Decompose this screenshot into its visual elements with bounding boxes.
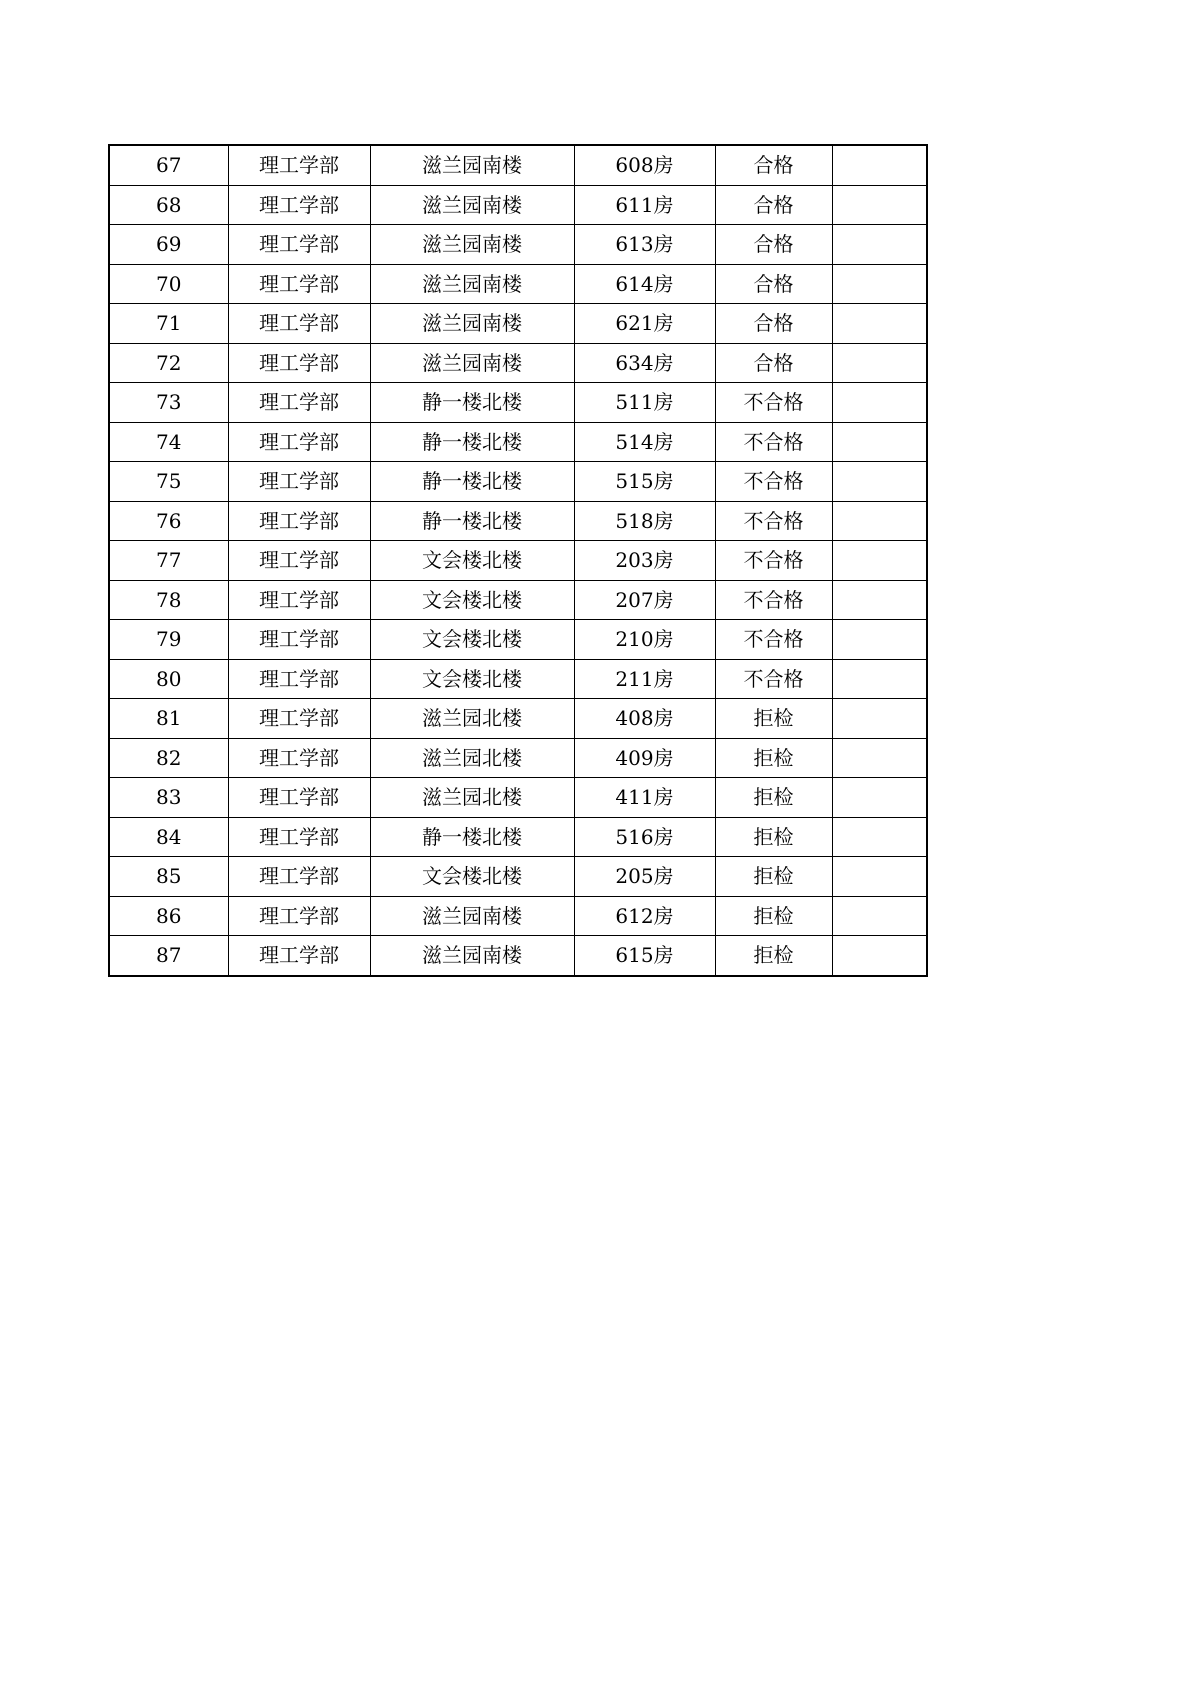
note-cell <box>832 541 927 581</box>
row-number-cell: 68 <box>109 185 228 225</box>
department-cell: 理工学部 <box>228 778 370 818</box>
department-cell: 理工学部 <box>228 541 370 581</box>
row-number-cell: 80 <box>109 659 228 699</box>
table-row <box>109 422 927 462</box>
result-cell: 合格 <box>715 264 832 304</box>
table-row <box>109 264 927 304</box>
building-cell: 静一楼北楼 <box>370 422 574 462</box>
room-cell: 514房 <box>574 422 715 462</box>
table-row <box>109 936 927 976</box>
table-row <box>109 659 927 699</box>
result-cell: 合格 <box>715 145 832 185</box>
note-cell <box>832 264 927 304</box>
room-cell: 612房 <box>574 896 715 936</box>
note-cell <box>832 738 927 778</box>
building-cell: 滋兰园南楼 <box>370 343 574 383</box>
result-cell: 不合格 <box>715 580 832 620</box>
building-cell: 文会楼北楼 <box>370 857 574 897</box>
result-cell: 合格 <box>715 185 832 225</box>
row-number-cell: 83 <box>109 778 228 818</box>
row-number-cell: 85 <box>109 857 228 897</box>
result-cell: 不合格 <box>715 462 832 502</box>
room-cell: 634房 <box>574 343 715 383</box>
building-cell: 静一楼北楼 <box>370 501 574 541</box>
building-cell: 静一楼北楼 <box>370 462 574 502</box>
department-cell: 理工学部 <box>228 501 370 541</box>
building-cell: 滋兰园南楼 <box>370 225 574 265</box>
row-number-cell: 70 <box>109 264 228 304</box>
department-cell: 理工学部 <box>228 857 370 897</box>
table-row <box>109 857 927 897</box>
department-cell: 理工学部 <box>228 383 370 423</box>
department-cell: 理工学部 <box>228 304 370 344</box>
result-cell: 合格 <box>715 343 832 383</box>
note-cell <box>832 343 927 383</box>
room-cell: 207房 <box>574 580 715 620</box>
table-row <box>109 343 927 383</box>
row-number-cell: 75 <box>109 462 228 502</box>
department-cell: 理工学部 <box>228 185 370 225</box>
room-cell: 411房 <box>574 778 715 818</box>
department-cell: 理工学部 <box>228 580 370 620</box>
room-cell: 615房 <box>574 936 715 976</box>
building-cell: 滋兰园南楼 <box>370 896 574 936</box>
room-cell: 518房 <box>574 501 715 541</box>
inspection-table <box>108 144 928 977</box>
result-cell: 拒检 <box>715 817 832 857</box>
note-cell <box>832 462 927 502</box>
building-cell: 滋兰园南楼 <box>370 264 574 304</box>
department-cell: 理工学部 <box>228 738 370 778</box>
room-cell: 516房 <box>574 817 715 857</box>
table-row <box>109 501 927 541</box>
row-number-cell: 73 <box>109 383 228 423</box>
room-cell: 203房 <box>574 541 715 581</box>
room-cell: 614房 <box>574 264 715 304</box>
room-cell: 515房 <box>574 462 715 502</box>
note-cell <box>832 659 927 699</box>
department-cell: 理工学部 <box>228 620 370 660</box>
room-cell: 611房 <box>574 185 715 225</box>
result-cell: 不合格 <box>715 620 832 660</box>
table-row <box>109 896 927 936</box>
note-cell <box>832 422 927 462</box>
building-cell: 文会楼北楼 <box>370 659 574 699</box>
result-cell: 不合格 <box>715 383 832 423</box>
building-cell: 滋兰园北楼 <box>370 738 574 778</box>
building-cell: 文会楼北楼 <box>370 580 574 620</box>
result-cell: 不合格 <box>715 422 832 462</box>
table-row <box>109 738 927 778</box>
room-cell: 608房 <box>574 145 715 185</box>
table-row <box>109 225 927 265</box>
result-cell: 拒检 <box>715 778 832 818</box>
building-cell: 滋兰园南楼 <box>370 185 574 225</box>
room-cell: 205房 <box>574 857 715 897</box>
department-cell: 理工学部 <box>228 659 370 699</box>
note-cell <box>832 699 927 739</box>
room-cell: 408房 <box>574 699 715 739</box>
department-cell: 理工学部 <box>228 145 370 185</box>
department-cell: 理工学部 <box>228 422 370 462</box>
department-cell: 理工学部 <box>228 936 370 976</box>
table-body <box>109 145 927 976</box>
note-cell <box>832 857 927 897</box>
department-cell: 理工学部 <box>228 264 370 304</box>
result-cell: 不合格 <box>715 501 832 541</box>
row-number-cell: 82 <box>109 738 228 778</box>
row-number-cell: 78 <box>109 580 228 620</box>
row-number-cell: 69 <box>109 225 228 265</box>
department-cell: 理工学部 <box>228 343 370 383</box>
building-cell: 静一楼北楼 <box>370 383 574 423</box>
result-cell: 不合格 <box>715 541 832 581</box>
room-cell: 211房 <box>574 659 715 699</box>
row-number-cell: 71 <box>109 304 228 344</box>
building-cell: 滋兰园南楼 <box>370 936 574 976</box>
result-cell: 拒检 <box>715 857 832 897</box>
table-row <box>109 541 927 581</box>
table-row <box>109 817 927 857</box>
note-cell <box>832 817 927 857</box>
building-cell: 文会楼北楼 <box>370 541 574 581</box>
note-cell <box>832 778 927 818</box>
result-cell: 合格 <box>715 304 832 344</box>
note-cell <box>832 896 927 936</box>
building-cell: 滋兰园南楼 <box>370 304 574 344</box>
result-cell: 拒检 <box>715 738 832 778</box>
result-cell: 不合格 <box>715 659 832 699</box>
department-cell: 理工学部 <box>228 817 370 857</box>
department-cell: 理工学部 <box>228 699 370 739</box>
table-row <box>109 620 927 660</box>
note-cell <box>832 185 927 225</box>
row-number-cell: 77 <box>109 541 228 581</box>
row-number-cell: 76 <box>109 501 228 541</box>
table-row <box>109 304 927 344</box>
result-cell: 合格 <box>715 225 832 265</box>
result-cell: 拒检 <box>715 936 832 976</box>
row-number-cell: 86 <box>109 896 228 936</box>
note-cell <box>832 225 927 265</box>
department-cell: 理工学部 <box>228 462 370 502</box>
table-row <box>109 145 927 185</box>
row-number-cell: 79 <box>109 620 228 660</box>
note-cell <box>832 383 927 423</box>
building-cell: 静一楼北楼 <box>370 817 574 857</box>
note-cell <box>832 501 927 541</box>
room-cell: 613房 <box>574 225 715 265</box>
room-cell: 621房 <box>574 304 715 344</box>
table-row <box>109 185 927 225</box>
note-cell <box>832 620 927 660</box>
table-row <box>109 462 927 502</box>
room-cell: 511房 <box>574 383 715 423</box>
row-number-cell: 67 <box>109 145 228 185</box>
department-cell: 理工学部 <box>228 896 370 936</box>
row-number-cell: 74 <box>109 422 228 462</box>
note-cell <box>832 936 927 976</box>
room-cell: 409房 <box>574 738 715 778</box>
table-row <box>109 580 927 620</box>
table-row <box>109 699 927 739</box>
department-cell: 理工学部 <box>228 225 370 265</box>
row-number-cell: 81 <box>109 699 228 739</box>
row-number-cell: 87 <box>109 936 228 976</box>
result-cell: 拒检 <box>715 699 832 739</box>
row-number-cell: 72 <box>109 343 228 383</box>
note-cell <box>832 145 927 185</box>
table-row <box>109 383 927 423</box>
result-cell: 拒检 <box>715 896 832 936</box>
building-cell: 文会楼北楼 <box>370 620 574 660</box>
room-cell: 210房 <box>574 620 715 660</box>
note-cell <box>832 580 927 620</box>
row-number-cell: 84 <box>109 817 228 857</box>
table-row <box>109 778 927 818</box>
building-cell: 滋兰园北楼 <box>370 778 574 818</box>
building-cell: 滋兰园南楼 <box>370 145 574 185</box>
building-cell: 滋兰园北楼 <box>370 699 574 739</box>
note-cell <box>832 304 927 344</box>
